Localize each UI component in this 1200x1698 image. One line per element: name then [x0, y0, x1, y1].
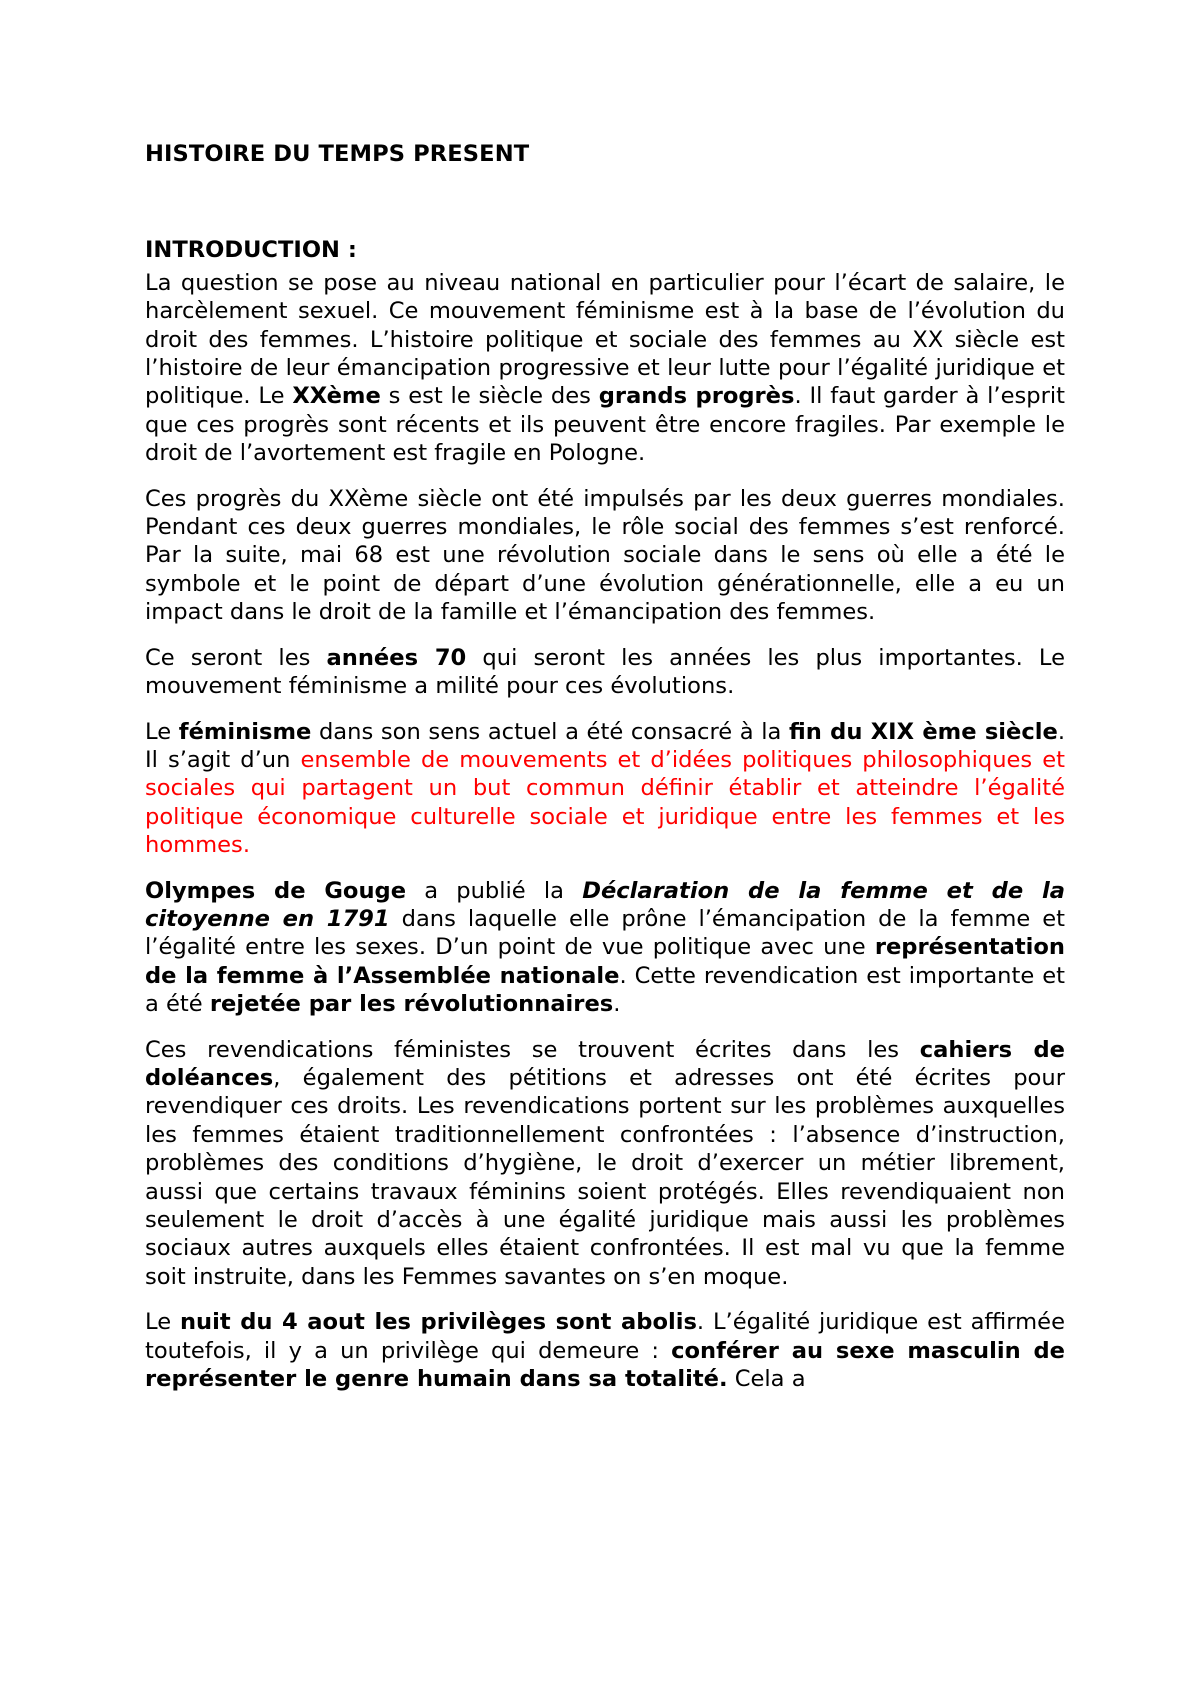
paragraph-3-text-1: Ce seront les: [145, 644, 327, 671]
paragraph-5-bold-3: rejetée par les révolutionnaires: [209, 991, 614, 1018]
paragraph-6-text-1: Ces revendications féministes se trouvent écrites dans les: [145, 1036, 920, 1063]
paragraph-4-bold-1: féminisme: [178, 718, 312, 745]
paragraph-6-bold-1: cahiers de doléances: [145, 1036, 1065, 1091]
paragraph-5-bold-italic-1: Déclaration de la femme et de la citoyenne en 1791: [145, 877, 1066, 932]
paragraph-5-bold-1: Olympes de Gouge: [145, 877, 407, 904]
paragraph-4: [145, 718, 1065, 860]
paragraph-4-text-1: Le: [145, 718, 179, 745]
paragraph-7-bold-2: conférer au sexe masculin de représenter le genre humain dans sa totalité.: [145, 1337, 1065, 1393]
paragraph-1-text-1: La question se pose au niveau national en particulier pour l’écart de salaire, le harcèlement sexuel. Ce mouvement féminisme est à la base de l’évolution du droit des femmes. L’histoire politique et sociale des femmes au XX siècle est l’histoire de leur émancipation progressive et leur lutte pour l’égalité juridique et politique. Le: [145, 269, 1065, 410]
paragraph-7: [145, 1308, 1065, 1393]
paragraph-2: Ces progrès du XXème siècle ont été impulsés par les deux guerres mondiales. Pendant ces deux guerres mondiales, le rôle social des femmes s’est renforcé. Par la suite, mai 68 est une révolution sociale dans le sens où elle a été le symbole et le point de départ d’une évolution générationnelle, elle a eu un impact dans le droit de la famille et l’émancipation des femmes.: [145, 485, 1065, 626]
paragraph-4-definition-highlight: ensemble de mouvements et d’idées politiques philosophiques et sociales qui partagent un but commun définir établir et atteindre l’égalité politique économique culturelle sociale et juridique entre les femmes et les hommes.: [145, 746, 1065, 859]
paragraph-7-text-3: Cela a: [727, 1366, 806, 1393]
paragraph-5-text-3: . Cette revendication est importante et a été: [145, 962, 1065, 1018]
paragraph-3: [145, 644, 1065, 701]
paragraph-1-bold-2: grands progrès: [598, 383, 795, 410]
paragraph-5-bold-2: représentation de la femme à l’Assemblée nationale: [145, 934, 1065, 989]
paragraph-1-bold-1: XXème: [292, 383, 381, 410]
paragraph-1-text-3: . Il faut garder à l’esprit que ces progrès sont récents et ils peuvent être encore fragiles. Par exemple le droit de l’avortement est fragile en Pologne.: [145, 383, 1066, 467]
document-body: [145, 140, 1065, 1393]
paragraph-5: [145, 877, 1065, 1019]
paragraph-7-text-1: Le: [145, 1309, 180, 1336]
paragraph-3-bold-1: années 70: [326, 644, 467, 671]
paragraph-1: [145, 269, 1065, 468]
paragraph-5-text-4: .: [613, 991, 621, 1018]
paragraph-6: [145, 1036, 1065, 1292]
paragraph-4-text-2: dans son sens actuel a été consacré à la: [311, 718, 790, 745]
paragraph-5-text-2: dans laquelle elle prône l’émancipation de la femme et l’égalité entre les sexes. D’un point de vue politique avec une: [145, 905, 1065, 961]
paragraph-3-text-2: qui seront les années les plus importantes. Le mouvement féminisme a milité pour ces évolutions.: [145, 644, 1065, 700]
paragraph-4-text-3: . Il s’agit d’un: [145, 718, 1065, 773]
section-heading-introduction: INTRODUCTION :: [145, 237, 357, 264]
paragraph-7-bold-1: nuit du 4 aout les privilèges sont abolis: [179, 1309, 697, 1336]
paragraph-4-bold-2: fin du XIX ème siècle: [789, 718, 1058, 745]
paragraph-6-text-2: , également des pétitions et adresses ont été écrites pour revendiquer ces droits. Les revendications portent sur les problèmes auxquelles les femmes étaient traditionnellement confrontées : l’absence d’instruction, problèmes des conditions d’hygiène, le droit d’exercer un métier librement, aussi que certains travaux féminins soient protégés. Elles revendiquaient non seulement le droit d’accès à une égalité juridique mais aussi les problèmes sociaux autres auxquels elles étaient confrontées. Il est mal vu que la femme soit instruite, dans les Femmes savantes on s’en moque.: [145, 1064, 1065, 1290]
paragraph-7-text-2: . L’égalité juridique est affirmée toutefois, il y a un privilège qui demeure :: [145, 1309, 1065, 1364]
paragraph-5-text-1: a publié la: [406, 877, 583, 904]
page-title: HISTOIRE DU TEMPS PRESENT: [145, 141, 530, 167]
paragraph-1-text-2: s est le siècle des: [380, 383, 599, 410]
